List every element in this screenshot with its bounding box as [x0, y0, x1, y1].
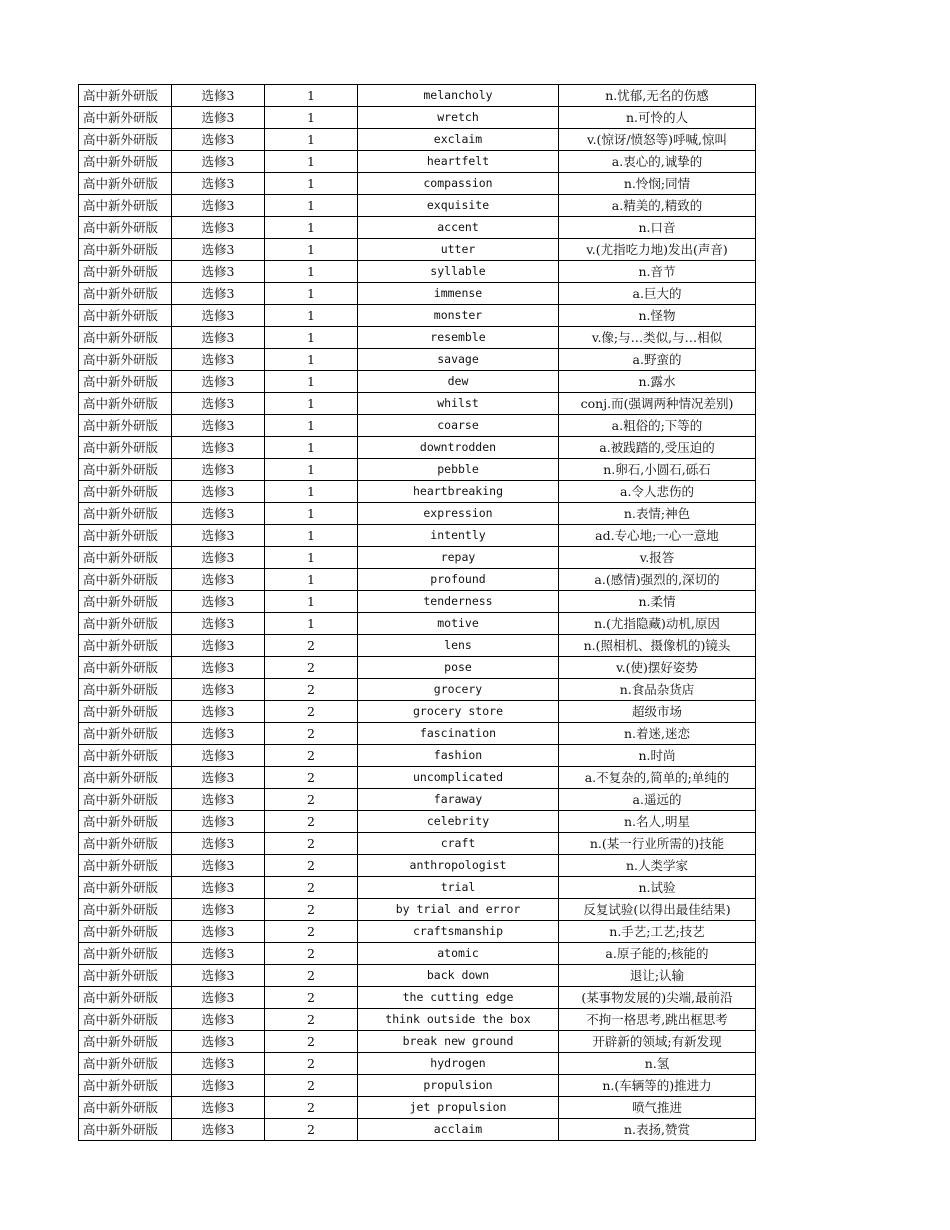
table-row — [79, 107, 756, 129]
edition-cell: 高中新外研版 — [79, 1075, 172, 1097]
table-row — [79, 173, 756, 195]
unit-cell: 2 — [265, 679, 358, 701]
table-row — [79, 503, 756, 525]
word-cell: think outside the box — [358, 1009, 559, 1031]
table-row — [79, 701, 756, 723]
table-row — [79, 327, 756, 349]
volume-cell: 选修3 — [172, 261, 265, 283]
word-cell: compassion — [358, 173, 559, 195]
volume-cell: 选修3 — [172, 1119, 265, 1141]
volume-cell: 选修3 — [172, 195, 265, 217]
word-cell: downtrodden — [358, 437, 559, 459]
unit-cell: 2 — [265, 987, 358, 1009]
table-row — [79, 1009, 756, 1031]
unit-cell: 1 — [265, 459, 358, 481]
meaning-cell: n.(尤指隐藏)动机,原因 — [559, 613, 756, 635]
unit-cell: 2 — [265, 1053, 358, 1075]
unit-cell: 1 — [265, 261, 358, 283]
volume-cell: 选修3 — [172, 1097, 265, 1119]
table-row — [79, 1119, 756, 1141]
unit-cell: 1 — [265, 305, 358, 327]
volume-cell: 选修3 — [172, 283, 265, 305]
word-cell: celebrity — [358, 811, 559, 833]
edition-cell: 高中新外研版 — [79, 1031, 172, 1053]
unit-cell: 2 — [265, 723, 358, 745]
meaning-cell: n.柔情 — [559, 591, 756, 613]
volume-cell: 选修3 — [172, 899, 265, 921]
table-row — [79, 877, 756, 899]
edition-cell: 高中新外研版 — [79, 305, 172, 327]
volume-cell: 选修3 — [172, 591, 265, 613]
word-cell: back down — [358, 965, 559, 987]
volume-cell: 选修3 — [172, 965, 265, 987]
meaning-cell: n.表情;神色 — [559, 503, 756, 525]
meaning-cell: n.口音 — [559, 217, 756, 239]
word-cell: pose — [358, 657, 559, 679]
edition-cell: 高中新外研版 — [79, 943, 172, 965]
word-cell: monster — [358, 305, 559, 327]
meaning-cell: a.令人悲伤的 — [559, 481, 756, 503]
volume-cell: 选修3 — [172, 855, 265, 877]
unit-cell: 2 — [265, 1031, 358, 1053]
edition-cell: 高中新外研版 — [79, 833, 172, 855]
word-cell: wretch — [358, 107, 559, 129]
word-cell: by trial and error — [358, 899, 559, 921]
meaning-cell: v.像;与…类似,与…相似 — [559, 327, 756, 349]
word-cell: expression — [358, 503, 559, 525]
table-row — [79, 415, 756, 437]
volume-cell: 选修3 — [172, 613, 265, 635]
volume-cell: 选修3 — [172, 547, 265, 569]
volume-cell: 选修3 — [172, 987, 265, 1009]
table-row — [79, 833, 756, 855]
word-cell: lens — [358, 635, 559, 657]
unit-cell: 1 — [265, 569, 358, 591]
edition-cell: 高中新外研版 — [79, 855, 172, 877]
table-row — [79, 723, 756, 745]
meaning-cell: n.着迷,迷恋 — [559, 723, 756, 745]
volume-cell: 选修3 — [172, 745, 265, 767]
unit-cell: 1 — [265, 371, 358, 393]
word-cell: repay — [358, 547, 559, 569]
meaning-cell: n.音节 — [559, 261, 756, 283]
word-cell: melancholy — [358, 85, 559, 107]
unit-cell: 2 — [265, 921, 358, 943]
volume-cell: 选修3 — [172, 1009, 265, 1031]
edition-cell: 高中新外研版 — [79, 635, 172, 657]
table-row — [79, 745, 756, 767]
unit-cell: 2 — [265, 877, 358, 899]
table-row — [79, 305, 756, 327]
table-row — [79, 1075, 756, 1097]
meaning-cell: n.可怜的人 — [559, 107, 756, 129]
volume-cell: 选修3 — [172, 173, 265, 195]
meaning-cell: a.巨大的 — [559, 283, 756, 305]
table-row — [79, 679, 756, 701]
edition-cell: 高中新外研版 — [79, 1009, 172, 1031]
unit-cell: 1 — [265, 85, 358, 107]
word-cell: syllable — [358, 261, 559, 283]
meaning-cell: a.被践踏的,受压迫的 — [559, 437, 756, 459]
word-cell: pebble — [358, 459, 559, 481]
meaning-cell: n.(照相机、摄像机的)镜头 — [559, 635, 756, 657]
meaning-cell: 不拘一格思考,跳出框思考 — [559, 1009, 756, 1031]
unit-cell: 1 — [265, 239, 358, 261]
meaning-cell: n.卵石,小圆石,砾石 — [559, 459, 756, 481]
unit-cell: 2 — [265, 657, 358, 679]
meaning-cell: a.不复杂的,简单的;单纯的 — [559, 767, 756, 789]
volume-cell: 选修3 — [172, 701, 265, 723]
volume-cell: 选修3 — [172, 877, 265, 899]
meaning-cell: v.(尤指吃力地)发出(声音) — [559, 239, 756, 261]
edition-cell: 高中新外研版 — [79, 415, 172, 437]
volume-cell: 选修3 — [172, 525, 265, 547]
unit-cell: 2 — [265, 701, 358, 723]
volume-cell: 选修3 — [172, 921, 265, 943]
edition-cell: 高中新外研版 — [79, 327, 172, 349]
volume-cell: 选修3 — [172, 327, 265, 349]
edition-cell: 高中新外研版 — [79, 701, 172, 723]
table-row — [79, 635, 756, 657]
table-row — [79, 525, 756, 547]
volume-cell: 选修3 — [172, 85, 265, 107]
table-row — [79, 899, 756, 921]
meaning-cell: 反复试验(以得出最佳结果) — [559, 899, 756, 921]
unit-cell: 1 — [265, 437, 358, 459]
word-cell: utter — [358, 239, 559, 261]
volume-cell: 选修3 — [172, 1075, 265, 1097]
meaning-cell: n.人类学家 — [559, 855, 756, 877]
unit-cell: 2 — [265, 965, 358, 987]
unit-cell: 2 — [265, 1009, 358, 1031]
meaning-cell: 超级市场 — [559, 701, 756, 723]
table-row — [79, 239, 756, 261]
table-row — [79, 943, 756, 965]
meaning-cell: n.怪物 — [559, 305, 756, 327]
meaning-cell: a.遥远的 — [559, 789, 756, 811]
edition-cell: 高中新外研版 — [79, 547, 172, 569]
volume-cell: 选修3 — [172, 107, 265, 129]
word-cell: intently — [358, 525, 559, 547]
word-cell: atomic — [358, 943, 559, 965]
table-row — [79, 811, 756, 833]
unit-cell: 2 — [265, 855, 358, 877]
table-row — [79, 129, 756, 151]
unit-cell: 1 — [265, 525, 358, 547]
volume-cell: 选修3 — [172, 635, 265, 657]
meaning-cell: conj.而(强调两种情况差别) — [559, 393, 756, 415]
meaning-cell: a.精美的,精致的 — [559, 195, 756, 217]
edition-cell: 高中新外研版 — [79, 1097, 172, 1119]
unit-cell: 1 — [265, 107, 358, 129]
meaning-cell: ad.专心地;一心一意地 — [559, 525, 756, 547]
volume-cell: 选修3 — [172, 1053, 265, 1075]
volume-cell: 选修3 — [172, 503, 265, 525]
unit-cell: 1 — [265, 503, 358, 525]
edition-cell: 高中新外研版 — [79, 921, 172, 943]
word-cell: resemble — [358, 327, 559, 349]
unit-cell: 1 — [265, 173, 358, 195]
meaning-cell: n.(某一行业所需的)技能 — [559, 833, 756, 855]
edition-cell: 高中新外研版 — [79, 129, 172, 151]
edition-cell: 高中新外研版 — [79, 987, 172, 1009]
unit-cell: 1 — [265, 415, 358, 437]
meaning-cell: v.报答 — [559, 547, 756, 569]
unit-cell: 1 — [265, 591, 358, 613]
unit-cell: 1 — [265, 217, 358, 239]
meaning-cell: n.(车辆等的)推进力 — [559, 1075, 756, 1097]
edition-cell: 高中新外研版 — [79, 965, 172, 987]
unit-cell: 2 — [265, 789, 358, 811]
word-cell: grocery store — [358, 701, 559, 723]
table-row — [79, 855, 756, 877]
vocabulary-table — [78, 84, 756, 1141]
meaning-cell: a.(感情)强烈的,深切的 — [559, 569, 756, 591]
unit-cell: 2 — [265, 943, 358, 965]
unit-cell: 1 — [265, 349, 358, 371]
volume-cell: 选修3 — [172, 459, 265, 481]
word-cell: trial — [358, 877, 559, 899]
table-row — [79, 349, 756, 371]
volume-cell: 选修3 — [172, 789, 265, 811]
word-cell: propulsion — [358, 1075, 559, 1097]
edition-cell: 高中新外研版 — [79, 173, 172, 195]
unit-cell: 2 — [265, 745, 358, 767]
unit-cell: 2 — [265, 1075, 358, 1097]
word-cell: whilst — [358, 393, 559, 415]
word-cell: faraway — [358, 789, 559, 811]
edition-cell: 高中新外研版 — [79, 85, 172, 107]
meaning-cell: a.原子能的;核能的 — [559, 943, 756, 965]
volume-cell: 选修3 — [172, 833, 265, 855]
table-row — [79, 613, 756, 635]
meaning-cell: n.氢 — [559, 1053, 756, 1075]
table-row — [79, 393, 756, 415]
meaning-cell: n.食品杂货店 — [559, 679, 756, 701]
meaning-cell: a.粗俗的;下等的 — [559, 415, 756, 437]
meaning-cell: n.表扬,赞赏 — [559, 1119, 756, 1141]
edition-cell: 高中新外研版 — [79, 437, 172, 459]
table-row — [79, 965, 756, 987]
volume-cell: 选修3 — [172, 767, 265, 789]
edition-cell: 高中新外研版 — [79, 503, 172, 525]
volume-cell: 选修3 — [172, 371, 265, 393]
meaning-cell: n.手艺;工艺;技艺 — [559, 921, 756, 943]
edition-cell: 高中新外研版 — [79, 745, 172, 767]
word-cell: fashion — [358, 745, 559, 767]
volume-cell: 选修3 — [172, 657, 265, 679]
edition-cell: 高中新外研版 — [79, 811, 172, 833]
word-cell: coarse — [358, 415, 559, 437]
word-cell: immense — [358, 283, 559, 305]
table-row — [79, 195, 756, 217]
word-cell: anthropologist — [358, 855, 559, 877]
word-cell: exclaim — [358, 129, 559, 151]
table-row — [79, 987, 756, 1009]
vocabulary-table-body — [79, 85, 756, 1141]
edition-cell: 高中新外研版 — [79, 261, 172, 283]
volume-cell: 选修3 — [172, 415, 265, 437]
table-row — [79, 1031, 756, 1053]
word-cell: fascination — [358, 723, 559, 745]
table-row — [79, 481, 756, 503]
table-row — [79, 151, 756, 173]
table-row — [79, 437, 756, 459]
meaning-cell: 开辟新的领域;有新发现 — [559, 1031, 756, 1053]
edition-cell: 高中新外研版 — [79, 151, 172, 173]
table-row — [79, 547, 756, 569]
table-row — [79, 217, 756, 239]
meaning-cell: n.时尚 — [559, 745, 756, 767]
volume-cell: 选修3 — [172, 723, 265, 745]
table-row — [79, 459, 756, 481]
unit-cell: 1 — [265, 151, 358, 173]
edition-cell: 高中新外研版 — [79, 217, 172, 239]
volume-cell: 选修3 — [172, 943, 265, 965]
word-cell: motive — [358, 613, 559, 635]
edition-cell: 高中新外研版 — [79, 481, 172, 503]
meaning-cell: n.名人,明星 — [559, 811, 756, 833]
meaning-cell: a.衷心的,诚挚的 — [559, 151, 756, 173]
meaning-cell: n.露水 — [559, 371, 756, 393]
edition-cell: 高中新外研版 — [79, 899, 172, 921]
table-row — [79, 1097, 756, 1119]
unit-cell: 2 — [265, 767, 358, 789]
volume-cell: 选修3 — [172, 393, 265, 415]
table-row — [79, 767, 756, 789]
edition-cell: 高中新外研版 — [79, 613, 172, 635]
meaning-cell: n.怜悯;同情 — [559, 173, 756, 195]
word-cell: grocery — [358, 679, 559, 701]
table-row — [79, 371, 756, 393]
word-cell: craftsmanship — [358, 921, 559, 943]
word-cell: break new ground — [358, 1031, 559, 1053]
edition-cell: 高中新外研版 — [79, 679, 172, 701]
edition-cell: 高中新外研版 — [79, 107, 172, 129]
word-cell: craft — [358, 833, 559, 855]
word-cell: profound — [358, 569, 559, 591]
volume-cell: 选修3 — [172, 239, 265, 261]
unit-cell: 1 — [265, 547, 358, 569]
edition-cell: 高中新外研版 — [79, 569, 172, 591]
word-cell: savage — [358, 349, 559, 371]
unit-cell: 2 — [265, 899, 358, 921]
volume-cell: 选修3 — [172, 349, 265, 371]
volume-cell: 选修3 — [172, 481, 265, 503]
word-cell: heartfelt — [358, 151, 559, 173]
unit-cell: 1 — [265, 327, 358, 349]
edition-cell: 高中新外研版 — [79, 767, 172, 789]
table-row — [79, 569, 756, 591]
table-row — [79, 657, 756, 679]
edition-cell: 高中新外研版 — [79, 393, 172, 415]
meaning-cell: a.野蛮的 — [559, 349, 756, 371]
edition-cell: 高中新外研版 — [79, 525, 172, 547]
edition-cell: 高中新外研版 — [79, 283, 172, 305]
unit-cell: 2 — [265, 1097, 358, 1119]
meaning-cell: v.(惊讶/愤怒等)呼喊,惊叫 — [559, 129, 756, 151]
edition-cell: 高中新外研版 — [79, 459, 172, 481]
unit-cell: 1 — [265, 613, 358, 635]
edition-cell: 高中新外研版 — [79, 239, 172, 261]
meaning-cell: n.忧郁,无名的伤感 — [559, 85, 756, 107]
meaning-cell: 喷气推进 — [559, 1097, 756, 1119]
unit-cell: 1 — [265, 283, 358, 305]
edition-cell: 高中新外研版 — [79, 1053, 172, 1075]
table-row — [79, 591, 756, 613]
volume-cell: 选修3 — [172, 569, 265, 591]
unit-cell: 1 — [265, 195, 358, 217]
word-cell: dew — [358, 371, 559, 393]
meaning-cell: 退让;认输 — [559, 965, 756, 987]
word-cell: exquisite — [358, 195, 559, 217]
unit-cell: 2 — [265, 1119, 358, 1141]
word-cell: the cutting edge — [358, 987, 559, 1009]
word-cell: acclaim — [358, 1119, 559, 1141]
word-cell: jet propulsion — [358, 1097, 559, 1119]
volume-cell: 选修3 — [172, 217, 265, 239]
volume-cell: 选修3 — [172, 129, 265, 151]
edition-cell: 高中新外研版 — [79, 723, 172, 745]
edition-cell: 高中新外研版 — [79, 371, 172, 393]
meaning-cell: v.(使)摆好姿势 — [559, 657, 756, 679]
word-cell: accent — [358, 217, 559, 239]
table-row — [79, 85, 756, 107]
edition-cell: 高中新外研版 — [79, 195, 172, 217]
volume-cell: 选修3 — [172, 151, 265, 173]
volume-cell: 选修3 — [172, 437, 265, 459]
edition-cell: 高中新外研版 — [79, 789, 172, 811]
edition-cell: 高中新外研版 — [79, 591, 172, 613]
volume-cell: 选修3 — [172, 1031, 265, 1053]
meaning-cell: n.试验 — [559, 877, 756, 899]
unit-cell: 1 — [265, 481, 358, 503]
table-row — [79, 789, 756, 811]
unit-cell: 2 — [265, 811, 358, 833]
unit-cell: 1 — [265, 129, 358, 151]
edition-cell: 高中新外研版 — [79, 657, 172, 679]
edition-cell: 高中新外研版 — [79, 877, 172, 899]
word-cell: heartbreaking — [358, 481, 559, 503]
table-row — [79, 921, 756, 943]
unit-cell: 2 — [265, 635, 358, 657]
table-row — [79, 261, 756, 283]
meaning-cell: (某事物发展的)尖端,最前沿 — [559, 987, 756, 1009]
word-cell: hydrogen — [358, 1053, 559, 1075]
table-row — [79, 1053, 756, 1075]
volume-cell: 选修3 — [172, 811, 265, 833]
volume-cell: 选修3 — [172, 305, 265, 327]
word-cell: uncomplicated — [358, 767, 559, 789]
table-row — [79, 283, 756, 305]
edition-cell: 高中新外研版 — [79, 349, 172, 371]
word-cell: tenderness — [358, 591, 559, 613]
volume-cell: 选修3 — [172, 679, 265, 701]
edition-cell: 高中新外研版 — [79, 1119, 172, 1141]
unit-cell: 2 — [265, 833, 358, 855]
unit-cell: 1 — [265, 393, 358, 415]
